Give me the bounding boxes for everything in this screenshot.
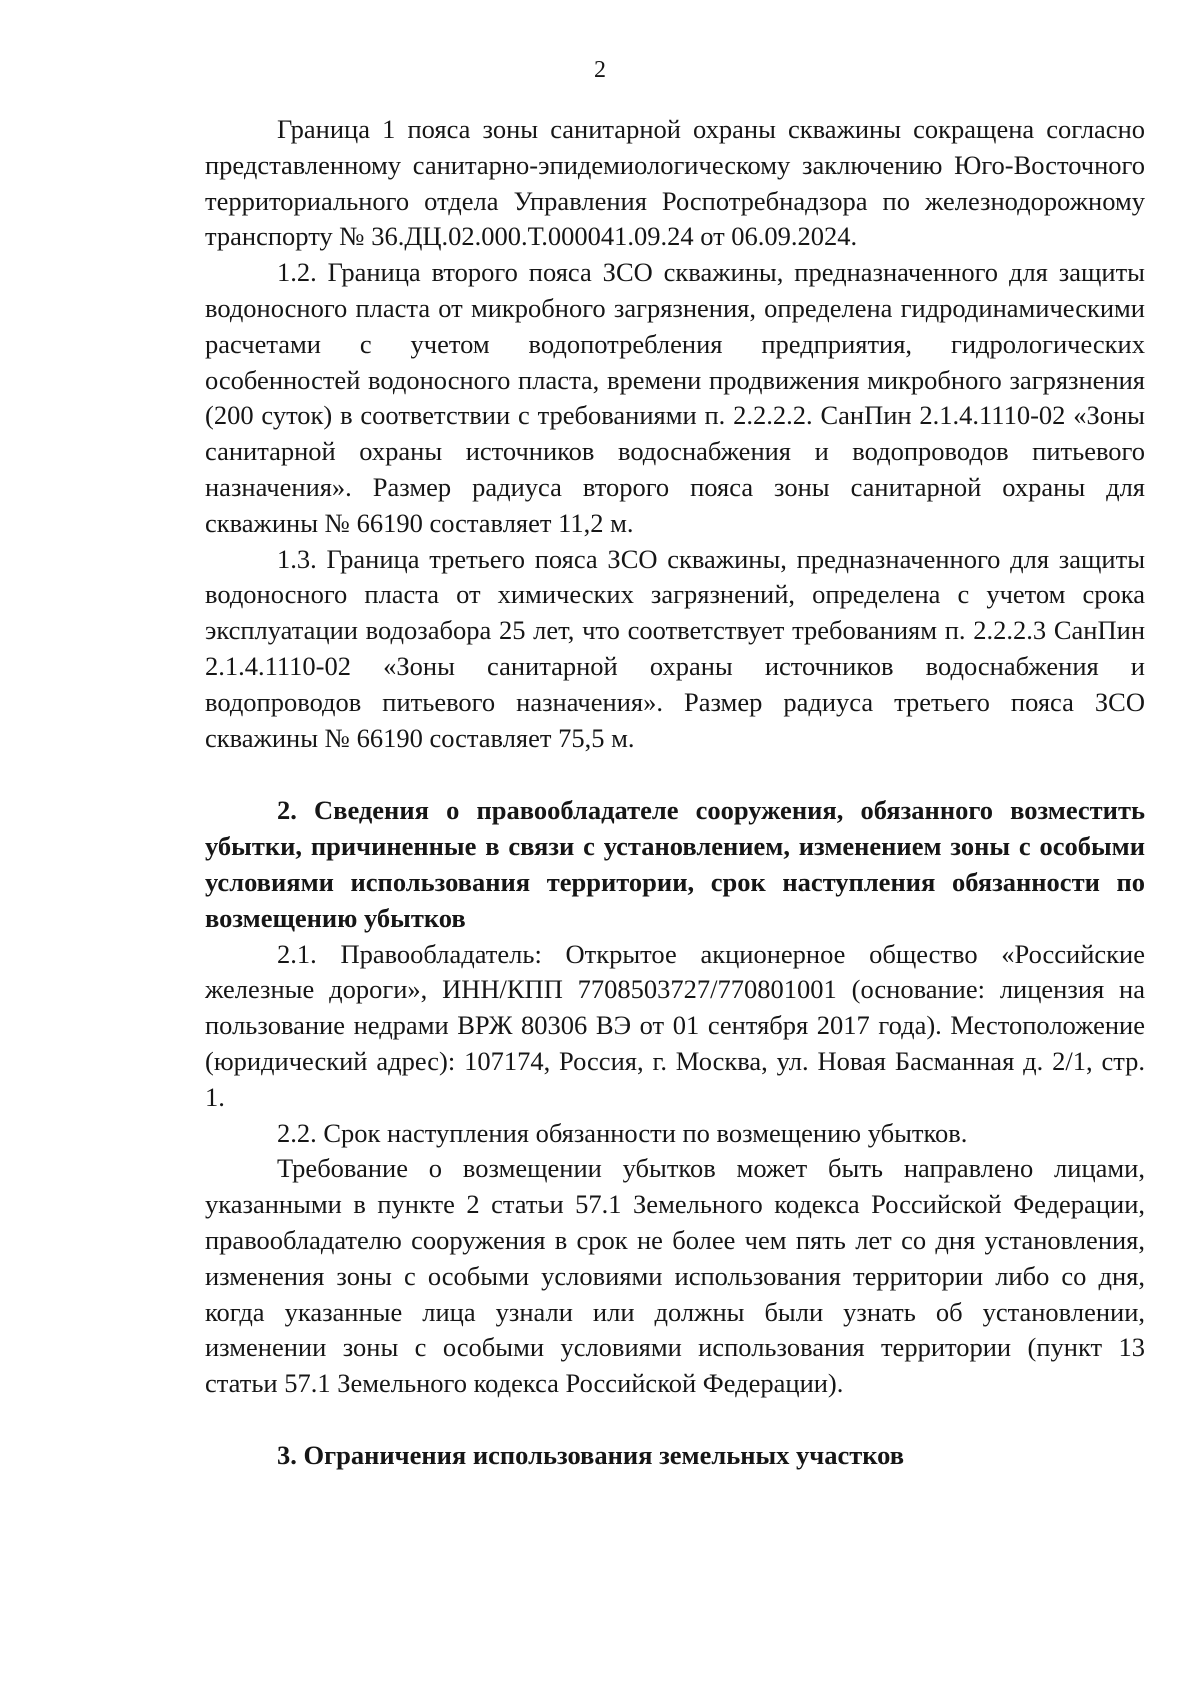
paragraph-damages-claim: Требование о возмещении убытков может быть направлено лицами, указанными в пункте 2 статьи 57.1 Земельного кодекса Российской Федерации, правообладателю сооружения в срок не более чем пять лет со дня установления, изменения зоны с особыми условиями использования территории либо со дня, когда указанные лица узнали или должны были узнать об установлении, изменении зоны с особыми условиями использования территории (пункт 13 статьи 57.1 Земельного кодекса Российской Федерации).: [205, 1153, 1145, 1399]
section-spacer: [205, 756, 1145, 793]
paragraph-2-2-deadline: 2.2. Срок наступления обязанности по возмещению убытков.: [277, 1117, 968, 1148]
page-number: 2: [594, 57, 606, 83]
paragraph-zone1-boundary: Граница 1 пояса зоны санитарной охраны скважины сокращена согласно представленному санитарно-эпидемиологическому заключению Юго-Восточного территориального отдела Управления Роспотребнадзора по железнодорожному транспорту № 36.ДЦ.02.000.Т.000041.09.24 от 06.09.2024.: [205, 114, 1145, 252]
paragraph-2-1-rights-holder: 2.1. Правообладатель: Открытое акционерное общество «Российские железные дороги», ИНН/КПП 7708503727/770801001 (основание: лицензия на пользование недрами ВРЖ 80306 ВЭ от 01 сентября 2017 года). Местоположение (юридический адрес): 107174, Россия, г. Москва, ул. Новая Басманная д. 2/1, стр. 1.: [205, 938, 1145, 1112]
paragraph-1-3-third-belt: 1.3. Граница третьего пояса ЗСО скважины, предназначенного для защиты водоносного пласта от химических загрязнений, определена с учетом срока эксплуатации водозабора 25 лет, что соответствует требованиям п. 2.2.2.3 СанПин 2.1.4.1110-02 «Зоны санитарной охраны источников водоснабжения и водопроводов питьевого назначения». Размер радиуса третьего пояса ЗСО скважины № 66190 составляет 75,5 м.: [205, 543, 1145, 753]
section-spacer: [205, 1402, 1145, 1438]
paragraph-1-2-second-belt: 1.2. Граница второго пояса ЗСО скважины, предназначенного для защиты водоносного пласта от микробного загрязнения, определена гидродинамическими расчетами с учетом водопотребления предприятия, гидрологических особенностей водоносного пласта, времени продвижения микробного загрязнения (200 суток) в соответствии с требованиями п. 2.2.2.2. СанПин 2.1.4.1110-02 «Зоны санитарной охраны источников водоснабжения и водопроводов питьевого назначения». Размер радиуса второго пояса зоны санитарной охраны для скважины № 66190 составляет 11,2 м.: [205, 257, 1145, 538]
section-3-heading: 3. Ограничения использования земельных участков: [277, 1439, 905, 1470]
section-2-heading: 2. Сведения о правообладателе сооружения, обязанного возместить убытки, причиненные в связи с установлением, изменением зоны с особыми условиями использования территории, срок наступления обязанности по возмещению убытков: [205, 795, 1145, 933]
document-body: [205, 112, 1145, 1474]
